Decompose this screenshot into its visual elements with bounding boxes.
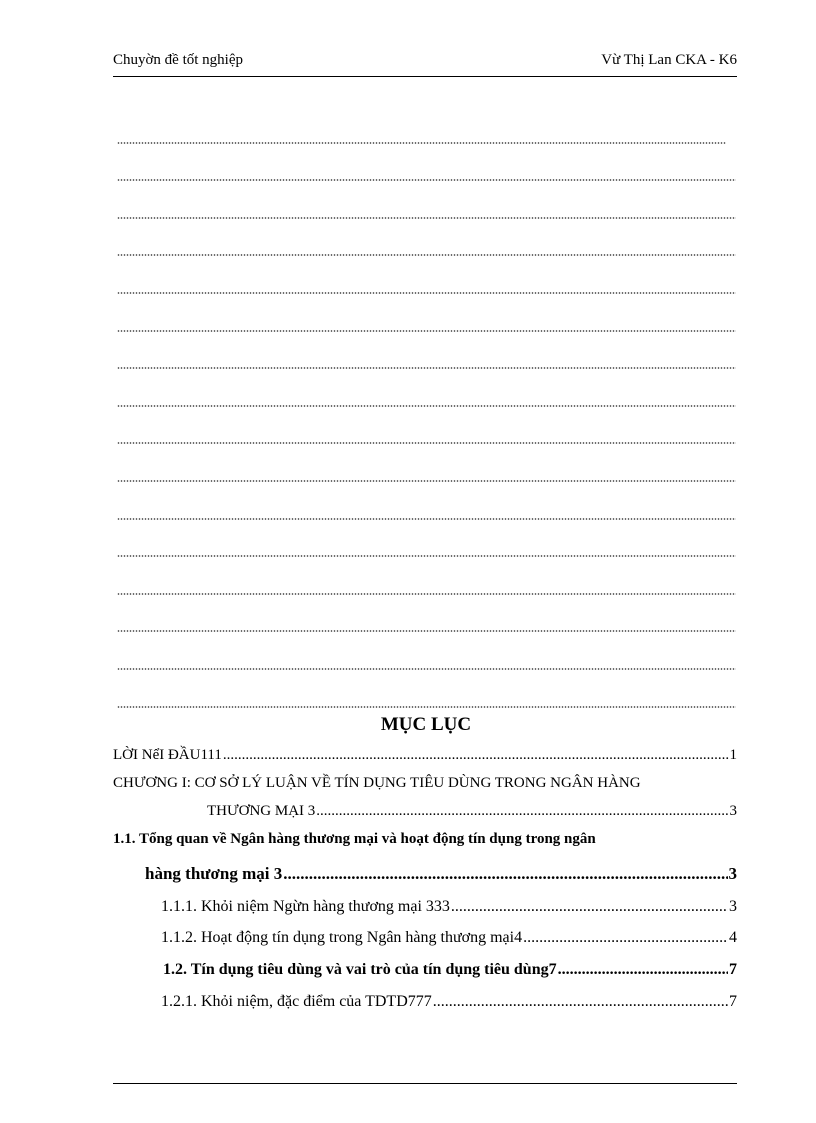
dot-leader (283, 864, 727, 884)
toc-entry-text: THƯƠNG MẠI 3 (207, 803, 316, 819)
page-footer-rule (113, 1083, 737, 1084)
dotted-line (117, 601, 736, 639)
toc-entry-1-1-2[interactable] (161, 929, 737, 947)
toc-entry-chuong1-line1[interactable]: CHƯƠNG I: CƠ SỞ LÝ LUẬN VỀ TÍN DỤNG TIÊU DÙNG TRONG NGÂN HÀNG (113, 775, 641, 791)
dotted-line (117, 300, 736, 338)
dotted-line (117, 225, 736, 263)
dotted-line (117, 676, 736, 714)
toc-page-number: 1 (729, 747, 737, 763)
toc-page-number: 4 (729, 929, 737, 946)
dotted-line (117, 262, 736, 300)
toc-entry-text: 1.1.1. Khỏi niệm Ngừn hàng thương mại 333 (161, 898, 450, 915)
dotted-line (117, 338, 736, 376)
header-right-text: Vừ Thị Lan CKA - K6 (601, 52, 737, 68)
dotted-line (117, 413, 736, 451)
dot-leader (451, 898, 728, 916)
dot-leader (433, 993, 728, 1011)
dotted-line (117, 375, 736, 413)
toc-page-number: 3 (729, 898, 737, 915)
dotted-line (117, 638, 736, 676)
toc-entry-1-1-1[interactable] (161, 898, 737, 916)
toc-page-number: 3 (729, 803, 737, 819)
dotted-line (117, 450, 736, 488)
dot-leader (523, 929, 728, 947)
page-header (113, 50, 737, 77)
toc-entry-text: hàng thương mại 3 (145, 864, 283, 883)
dotted-line (117, 150, 736, 188)
dotted-line (117, 112, 736, 150)
toc-entry-text: 1.2.1. Khỏi niệm, đặc điểm của TDTD777 (161, 993, 432, 1010)
dot-leader (223, 747, 729, 764)
toc-page-number: 7 (729, 961, 737, 978)
toc-entry-chuong1[interactable] (207, 803, 737, 820)
toc-entry-text: LỜI NểI ĐẦU111 (113, 747, 222, 763)
toc-entry-1-2[interactable] (163, 961, 737, 979)
dotted-line (117, 187, 736, 225)
dotted-line (117, 563, 736, 601)
dotted-lines-area (117, 112, 736, 714)
dotted-line (117, 526, 736, 564)
toc-title: MỤC LỤC (380, 714, 472, 735)
toc-entry-text: 1.2. Tín dụng tiêu dùng và vai trò của tín dụng tiêu dùng7 (163, 961, 557, 978)
dot-leader (558, 961, 728, 979)
toc-entry-1-1-line1[interactable]: 1.1. Tổng quan về Ngân hàng thương mại và hoạt động tín dụng trong ngân (113, 831, 596, 847)
dot-leader (316, 803, 728, 820)
dotted-line (117, 488, 736, 526)
header-left-text: Chuyờn đề tốt nghiệp (113, 52, 244, 68)
toc-entry-1-1[interactable] (145, 864, 737, 884)
toc-entry-1-2-1[interactable] (161, 993, 737, 1011)
toc-page-number: 3 (728, 864, 737, 883)
toc-entry-loi-noi-dau[interactable] (113, 747, 737, 764)
toc-page-number: 7 (729, 993, 737, 1010)
toc-entry-text: 1.1.2. Hoạt động tín dụng trong Ngân hàng thương mại4 (161, 929, 523, 946)
